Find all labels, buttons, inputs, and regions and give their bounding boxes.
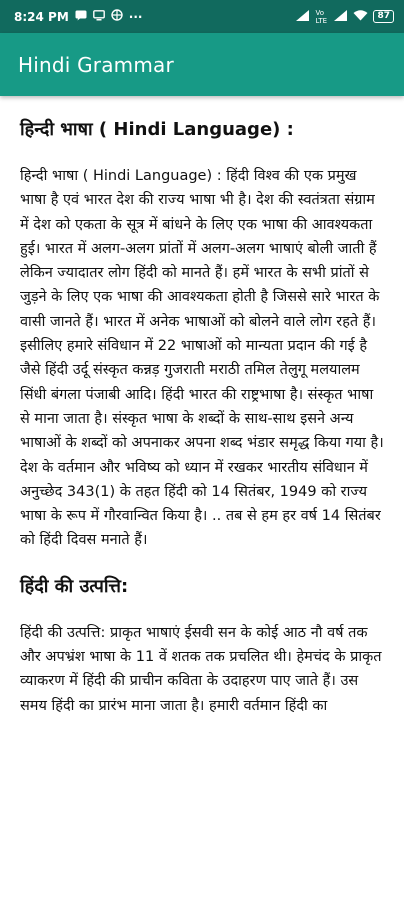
signal-icon-2 bbox=[334, 10, 348, 24]
section-body: हिन्दी भाषा ( Hindi Language) : हिंदी विश्व की एक प्रमुख भाषा है एवं भारत देश की राज्य भाषा भी है। देश की स्वतंत्रता संग्राम में देश को एकता के सूत्र में बांधने के लिए एक भाषा की आवश्यकता हुई। भारत में अलग-अलग प्रांतों में अलग-अलग भाषाएं बोली जाती हैं लेकिन ज्यादातर लोग हिंदी को मानते हैं। हमें भारत के सभी प्रांतों से जुड़ने के लिए एक भाषा की आवश्यकता होती है जिससे सारे भारत के वासी जानते हैं। भारत में अनेक भाषाओं को बोलने वाले लोग रहते हैं। इसीलिए हमारे संविधान में 22 भाषाओं को मान्यता प्रदान की गई है जैसे हिंदी उर्दू संस्कृत कन्नड़ गुजराती मराठी तमिल तेलुगू मलयालम सिंधी बंगला पंजाबी आदि। हिंदी भारत की राष्ट्रभाषा है। संस्कृत भाषा से माना जाता है। संस्कृत भाषा के शब्दों के साथ-साथ इसने अन्य भाषाओं के शब्दों को अपनाकर अपना शब्द भंडार समृद्ध किया गया है। देश के वर्तमान और भविष्य को ध्यान में रखकर भारतीय संविधान में अनुच्छेद 343(1) के तहत हिंदी को 14 सितंबर, 1949 को राज्य भाषा के रूप में गौरवान्वित किया है। .. तब से हम हर वर्ष 14 सितंबर को हिंदी दिवस मनाते हैं। bbox=[20, 168, 384, 549]
battery-level: 87 bbox=[377, 11, 390, 21]
vpn-globe-icon bbox=[111, 9, 123, 24]
section-title: हिन्दी भाषा ( Hindi Language) : bbox=[20, 119, 294, 140]
status-right bbox=[296, 9, 394, 25]
app-bar bbox=[0, 33, 404, 96]
screen-icon bbox=[93, 10, 105, 24]
battery-icon bbox=[373, 10, 394, 23]
section-body: हिंदी की उत्पत्ति: प्राकृत भाषाएं ईसवी सन के कोई आठ नौ वर्ष तक और अपभ्रंश भाषा के 11 वें शतक तक प्रचलित थी। हेमचंद के प्राकृत व्याकरण में हिंदी की प्राचीन कविता के उदाहरण पाए जाते हैं। उस समय हिंदी का प्रारंभ माना जाता है। हमारी वर्तमान हिंदी का bbox=[20, 624, 382, 714]
status-left bbox=[14, 9, 142, 24]
section-hindi-language bbox=[20, 118, 386, 553]
section-title: हिंदी की उत्पत्ति: bbox=[20, 575, 129, 597]
more-notifications-icon: ··· bbox=[128, 9, 143, 24]
signal-icon bbox=[296, 10, 310, 24]
article-content[interactable] bbox=[0, 96, 404, 836]
app-title: Hindi Grammar bbox=[18, 52, 174, 77]
bottom-blank-area bbox=[0, 836, 404, 922]
wifi-icon bbox=[353, 10, 368, 24]
message-icon bbox=[75, 10, 87, 24]
status-bar bbox=[0, 0, 404, 33]
status-time: 8:24 PM bbox=[14, 9, 69, 24]
section-hindi-origin bbox=[20, 575, 386, 718]
network-type: Vo LTE bbox=[315, 8, 328, 25]
